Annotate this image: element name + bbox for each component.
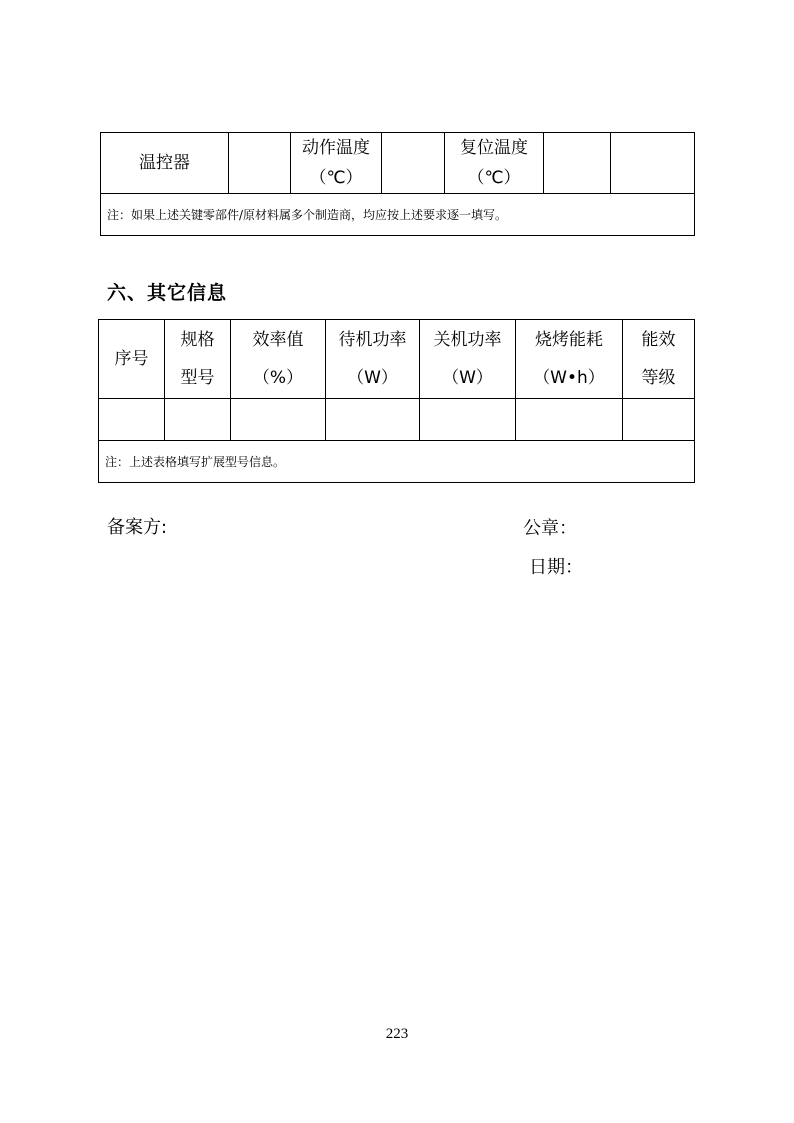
empty-cell[interactable] bbox=[231, 399, 326, 441]
header-grill-energy: 烧烤能耗 （W•h） bbox=[516, 320, 623, 399]
empty-cell[interactable] bbox=[229, 133, 291, 194]
header-efficiency-grade: 能效 等级 bbox=[623, 320, 695, 399]
other-info-table bbox=[98, 319, 695, 483]
section-title: 六、其它信息 bbox=[107, 282, 228, 304]
empty-cell[interactable] bbox=[544, 133, 611, 194]
empty-cell[interactable] bbox=[326, 399, 420, 441]
empty-cell[interactable] bbox=[611, 133, 695, 194]
header-efficiency: 效率值 （%） bbox=[231, 320, 326, 399]
table-note: 注：如果上述关键零部件/原材料属多个制造商，均应按上述要求逐一填写。 bbox=[101, 194, 695, 236]
table-note: 注：上述表格填写扩展型号信息。 bbox=[99, 441, 695, 483]
header-serial: 序号 bbox=[99, 320, 165, 399]
table-row bbox=[101, 133, 695, 194]
reset-temp-header: 复位温度 （℃） bbox=[445, 133, 544, 194]
header-off-power: 关机功率 （W） bbox=[420, 320, 516, 399]
table-row bbox=[99, 399, 695, 441]
empty-cell[interactable] bbox=[165, 399, 231, 441]
empty-cell[interactable] bbox=[99, 399, 165, 441]
date-label: 日期： bbox=[529, 557, 583, 578]
filer-label: 备案方: bbox=[107, 517, 168, 538]
components-table bbox=[100, 132, 695, 236]
action-temp-header: 动作温度 （℃） bbox=[291, 133, 382, 194]
table-row bbox=[99, 441, 695, 483]
empty-cell[interactable] bbox=[623, 399, 695, 441]
empty-cell[interactable] bbox=[382, 133, 445, 194]
empty-cell[interactable] bbox=[516, 399, 623, 441]
table-row bbox=[101, 194, 695, 236]
page-number: 223 bbox=[385, 1026, 409, 1042]
seal-label: 公章： bbox=[523, 518, 577, 539]
thermostat-label: 温控器 bbox=[101, 133, 229, 194]
header-standby-power: 待机功率 （W） bbox=[326, 320, 420, 399]
header-row bbox=[99, 320, 695, 399]
header-model: 规格 型号 bbox=[165, 320, 231, 399]
empty-cell[interactable] bbox=[420, 399, 516, 441]
